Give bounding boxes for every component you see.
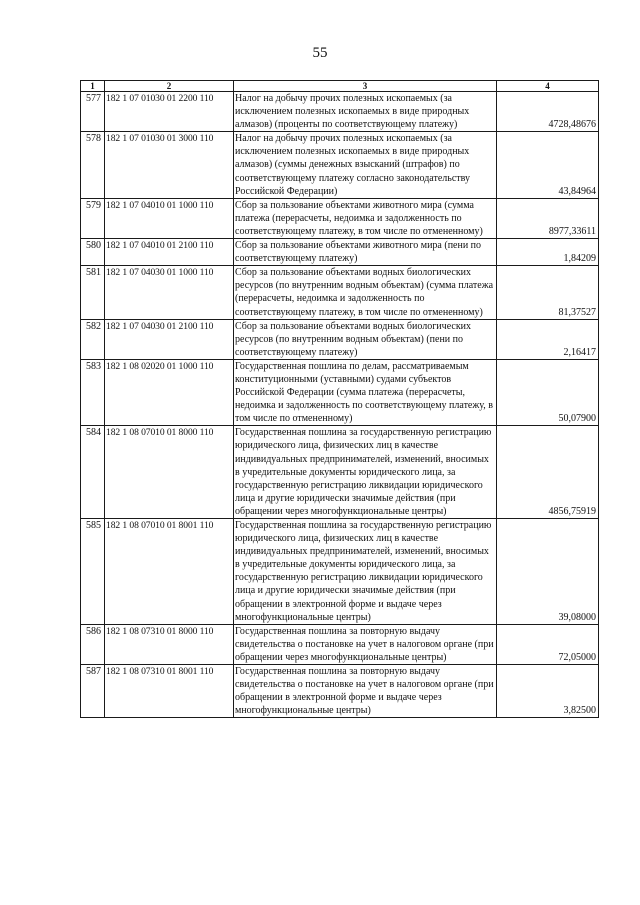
revenue-name: Государственная пошлина по делам, рассматриваемым конституционными (уставными) судами субъектов Российской Федерации (сумма платежа (перерасчеты, недоимка и задолженность по соответствующему платежу, в том числе по отмененному) bbox=[234, 359, 497, 425]
revenue-name: Государственная пошлина за повторную выдачу свидетельства о постановке на учет в налоговом органе (при обращении в электронной форме и выдаче через многофункциональные центры) bbox=[234, 665, 497, 718]
revenue-name: Государственная пошлина за повторную выдачу свидетельства о постановке на учет в налоговом органе (при обращении через многофункциональные центры) bbox=[234, 624, 497, 664]
budget-code: 182 1 07 04010 01 1000 110 bbox=[105, 198, 234, 238]
budget-code: 182 1 08 07010 01 8001 110 bbox=[105, 519, 234, 625]
row-number: 578 bbox=[81, 132, 105, 198]
column-header-3: 3 bbox=[234, 81, 497, 92]
row-number: 586 bbox=[81, 624, 105, 664]
revenue-name: Сбор за пользование объектами водных биологических ресурсов (по внутренним водным объектам) (пени по соответствующему платежу) bbox=[234, 319, 497, 359]
revenue-name: Сбор за пользование объектами животного мира (сумма платежа (перерасчеты, недоимка и задолженность по соответствующему платежу, в том числе по отмененному) bbox=[234, 198, 497, 238]
column-header-2: 2 bbox=[105, 81, 234, 92]
revenue-name: Государственная пошлина за государственную регистрацию юридического лица, физических лиц в качестве индивидуальных предпринимателей, изменений, вносимых в учредительные документы юридического лица, за государственную регистрацию ликвидации юридического лица и другие юридически значимые действия (при обращении в электронной форме и выдаче через многофункциональные центры) bbox=[234, 519, 497, 625]
amount: 3,82500 bbox=[497, 665, 599, 718]
table-row bbox=[81, 624, 599, 664]
revenue-name: Налог на добычу прочих полезных ископаемых (за исключением полезных ископаемых в виде природных алмазов) (проценты по соответствующему платежу) bbox=[234, 92, 497, 132]
amount: 1,84209 bbox=[497, 239, 599, 266]
amount: 43,84964 bbox=[497, 132, 599, 198]
table-row bbox=[81, 665, 599, 718]
table-header-row bbox=[81, 81, 599, 92]
column-header-4: 4 bbox=[497, 81, 599, 92]
budget-code: 182 1 07 01030 01 2200 110 bbox=[105, 92, 234, 132]
table-row bbox=[81, 132, 599, 198]
budget-revenue-table bbox=[80, 80, 599, 718]
budget-code: 182 1 08 07310 01 8001 110 bbox=[105, 665, 234, 718]
amount: 8977,33611 bbox=[497, 198, 599, 238]
table-row bbox=[81, 519, 599, 625]
row-number: 582 bbox=[81, 319, 105, 359]
revenue-name: Сбор за пользование объектами водных биологических ресурсов (по внутренним водным объектам) (сумма платежа (перерасчеты, недоимка и задолженность по соответствующему платежу, в том числе по отмененному) bbox=[234, 266, 497, 319]
amount: 72,05000 bbox=[497, 624, 599, 664]
revenue-name: Государственная пошлина за государственную регистрацию юридического лица, физических лиц в качестве индивидуальных предпринимателей, изменений, вносимых в учредительные документы юридического лица, за государственную регистрацию ликвидации юридического лица и другие юридически значимые действия (при обращении через многофункциональные центры) bbox=[234, 426, 497, 519]
amount: 81,37527 bbox=[497, 266, 599, 319]
amount: 4728,48676 bbox=[497, 92, 599, 132]
revenue-name: Сбор за пользование объектами животного мира (пени по соответствующему платежу) bbox=[234, 239, 497, 266]
row-number: 583 bbox=[81, 359, 105, 425]
table-row bbox=[81, 319, 599, 359]
page-number: 55 bbox=[312, 45, 328, 61]
row-number: 580 bbox=[81, 239, 105, 266]
budget-code: 182 1 07 04030 01 1000 110 bbox=[105, 266, 234, 319]
table-row bbox=[81, 198, 599, 238]
amount: 50,07900 bbox=[497, 359, 599, 425]
revenue-name: Налог на добычу прочих полезных ископаемых (за исключением полезных ископаемых в виде природных алмазов) (суммы денежных взысканий (штрафов) по соответствующему платежу согласно законодательству Российской Федерации) bbox=[234, 132, 497, 198]
budget-code: 182 1 07 04030 01 2100 110 bbox=[105, 319, 234, 359]
row-number: 579 bbox=[81, 198, 105, 238]
budget-code: 182 1 08 07010 01 8000 110 bbox=[105, 426, 234, 519]
amount: 2,16417 bbox=[497, 319, 599, 359]
budget-code: 182 1 08 07310 01 8000 110 bbox=[105, 624, 234, 664]
amount: 4856,75919 bbox=[497, 426, 599, 519]
table-row bbox=[81, 359, 599, 425]
row-number: 577 bbox=[81, 92, 105, 132]
table-row bbox=[81, 92, 599, 132]
row-number: 581 bbox=[81, 266, 105, 319]
row-number: 587 bbox=[81, 665, 105, 718]
budget-code: 182 1 07 01030 01 3000 110 bbox=[105, 132, 234, 198]
table-row bbox=[81, 239, 599, 266]
budget-code: 182 1 07 04010 01 2100 110 bbox=[105, 239, 234, 266]
table-row bbox=[81, 266, 599, 319]
column-header-1: 1 bbox=[81, 81, 105, 92]
row-number: 585 bbox=[81, 519, 105, 625]
table-row bbox=[81, 426, 599, 519]
amount: 39,08000 bbox=[497, 519, 599, 625]
row-number: 584 bbox=[81, 426, 105, 519]
budget-code: 182 1 08 02020 01 1000 110 bbox=[105, 359, 234, 425]
